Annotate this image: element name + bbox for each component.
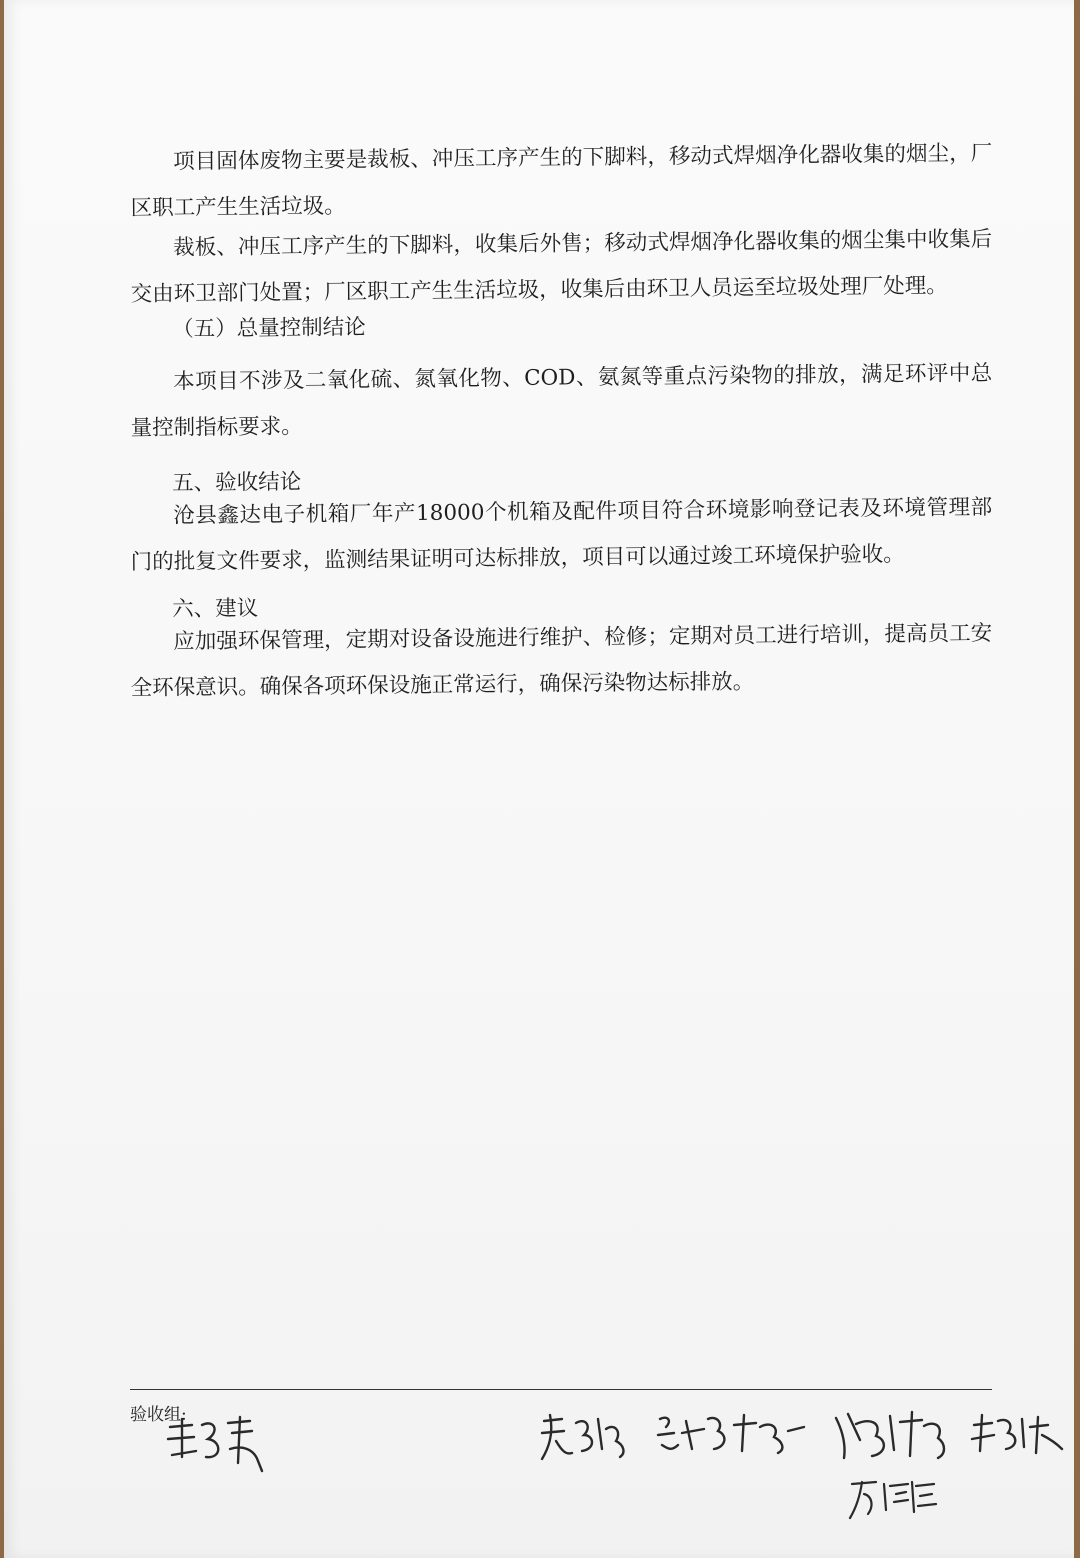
conclusion-paragraph: 沧县鑫达电子机箱厂年产18000个机箱及配件项目符合环境影响登记表及环境管理部门的批复文件要求，监测结果证明可达标排放，项目可以通过竣工环境保护验收。 [130,494,993,575]
acceptance-group-label: 验收组: [130,1405,187,1425]
handwritten-signature-1 [162,1405,272,1475]
total-control-paragraph: 本项目不涉及二氧化硫、氮氧化物、COD、氨氮等重点污染物的排放，满足环评中总量控制指标要求。 [130,360,993,441]
signature-divider [130,1389,992,1390]
document-page [4,0,1074,1558]
suggestion-heading: 六、建议 [172,596,259,622]
conclusion-heading: 五、验收结论 [172,469,302,496]
handwritten-signature-3 [652,1405,808,1463]
handwritten-signature-4 [830,1400,950,1470]
solid-waste-disposal-paragraph: 裁板、冲压工序产生的下脚料，收集后外售；移动式焊烟净化器收集的烟尘集中收集后交由环卫部门处置；厂区职工产生生活垃圾，收集后由环卫人员运至垃圾处理厂处理。 [130,226,993,307]
solid-waste-paragraph: 项目固体废物主要是裁板、冲压工序产生的下脚料，移动式焊烟净化器收集的烟尘，厂区职工产生生活垃圾。 [130,140,993,221]
handwritten-signature-6 [846,1470,942,1522]
suggestion-paragraph: 应加强环保管理，定期对设备设施进行维护、检修；定期对员工进行培训，提高员工安全环保意识。确保各项环保设施正常运行，确保污染物达标排放。 [130,620,993,701]
handwritten-signature-2 [536,1405,632,1467]
total-control-heading: （五）总量控制结论 [172,314,366,342]
handwritten-signature-5 [968,1405,1066,1463]
